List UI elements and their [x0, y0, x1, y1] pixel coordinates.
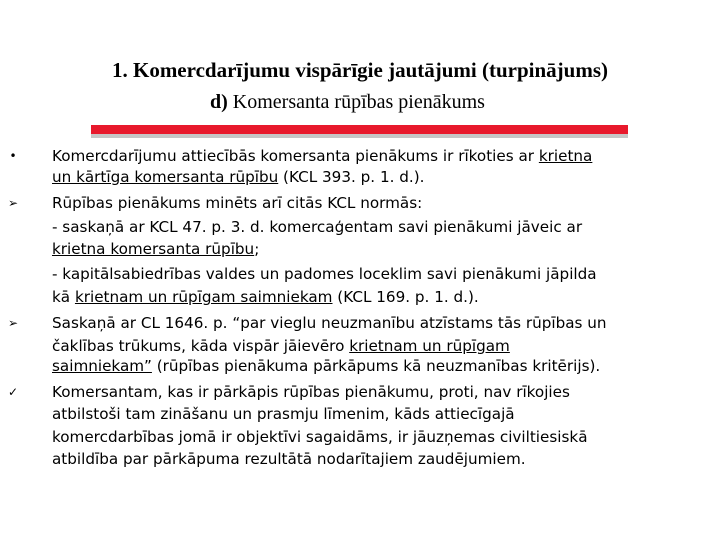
underlined-phrase: un kārtīga komersanta rūpību	[52, 168, 279, 186]
subtitle-text: Komersanta rūpības pienākums	[227, 91, 485, 113]
text-line: Komersantam, kas ir pārkāpis rūpības pienākumu, proti, nav rīkojies	[52, 383, 570, 401]
title-divider-red	[91, 125, 628, 134]
checkmark-bullet-icon: ✓	[7, 385, 19, 399]
arrow-bullet-icon: ➢	[7, 316, 19, 330]
text-line: - kapitālsabiedrības valdes un padomes loceklim savi pienākumi jāpilda	[52, 265, 597, 283]
text-segment: (KCL 169. p. 1. d.).	[332, 288, 479, 306]
text-segment: čaklības trūkums, kāda vispār jāievēro	[52, 337, 350, 355]
underlined-phrase: krietna	[538, 147, 593, 165]
text-segment: “par vieglu neuzmanību atzīstams tās rūpības un	[232, 314, 607, 332]
text-segment: ;	[254, 240, 260, 258]
text-line	[52, 288, 479, 306]
text-segment: (KCL 393. p. 1. d.).	[278, 168, 425, 186]
underlined-phrase: saimniekam”	[52, 357, 152, 375]
text-line	[52, 240, 259, 258]
text-line	[52, 168, 425, 186]
text-segment: Saskaņā ar CL 1646. p.	[52, 314, 233, 332]
text-line	[52, 357, 600, 375]
title-divider-shadow	[91, 134, 628, 138]
text-line	[52, 147, 592, 165]
slide-title: 1. Komercdarījumu vispārīgie jautājumi (turpinājums)	[111, 58, 608, 82]
dot-bullet-icon: •	[9, 149, 17, 163]
arrow-bullet-icon: ➢	[7, 196, 19, 210]
text-line: atbilstoši tam zināšanu un prasmju līmenim, kāds attiecīgajā	[52, 405, 515, 423]
text-line: Rūpības pienākums minēts arī citās KCL normās:	[52, 194, 423, 212]
underlined-phrase: krietnam un rūpīgam saimniekam	[74, 288, 333, 306]
text-line: atbildība par pārkāpuma rezultātā nodarītajiem zaudējumiem.	[52, 450, 526, 468]
underlined-phrase: krietna komersanta rūpību	[52, 240, 255, 258]
slide-subtitle	[210, 91, 485, 114]
text-line	[52, 337, 510, 355]
underlined-phrase: krietnam un rūpīgam	[349, 337, 510, 355]
text-segment: (rūpības pienākuma pārkāpums kā neuzmanības kritērijs).	[151, 357, 601, 375]
text-line: - saskaņā ar KCL 47. p. 3. d. komercaģentam savi pienākumi jāveic ar	[52, 218, 583, 236]
text-line: komercdarbības jomā ir objektīvi sagaidāms, ir jāuzņemas civiltiesiskā	[52, 428, 588, 446]
text-segment: kā	[52, 288, 75, 306]
text-segment: Komercdarījumu attiecībās komersanta pienākums ir rīkoties ar	[52, 147, 539, 165]
text-line	[52, 314, 607, 332]
subtitle-prefix: d)	[210, 91, 228, 113]
